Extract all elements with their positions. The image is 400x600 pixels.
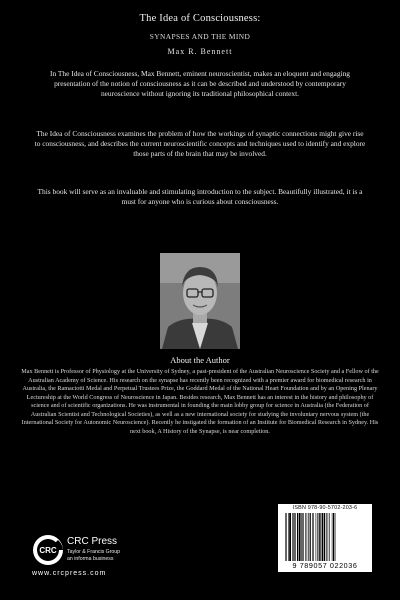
- about-author-heading: About the Author: [170, 355, 230, 365]
- logo-text: CRC: [39, 546, 57, 555]
- blurb-paragraph: This book will serve as an invaluable and stimulating introduction to the subject. Beautifully illustrated, it is a must for anyone who is curious about consciousness.: [37, 187, 363, 206]
- book-title: The Idea of Consciousness:: [139, 13, 261, 24]
- author-portrait-image: [160, 253, 240, 349]
- book-subtitle: SYNAPSES AND THE MIND: [149, 32, 251, 41]
- barcode-image: [284, 513, 366, 561]
- crc-press-logo-icon: [32, 534, 64, 566]
- publisher-name: CRC Press: [67, 536, 118, 547]
- blurb-paragraph: In The Idea of Consciousness, Max Bennett, eminent neuroscientist, makes an eloquent and engaging presentation of the notion of consciousness as it can be described and understood by contemporary neuroscience without ignoring its traditional philosophical context.: [50, 69, 350, 98]
- book-author: Max R. Bennett: [167, 47, 233, 56]
- author-bio: Max Bennett is Professor of Physiology at the University of Sydney, a past-president of the Australian Neuroscience Society and a Fellow of the Australian Academy of Science. His research on the synapse has recently been recognized with a premier award for biomedical research in Australia, the Ramaciotti Medal and Perpetual Trustees Prize, the Goddard Medal of the National Heart Foundation and by an Opening Plenary Lectureship at the World Congress of Neuroscience in Japan. Besides research, Max Bennett has an interest in the history and philosophy of science and of scientific organizations. He was instrumental in founding the main lobby group for science in Australia (the Federation of Australian Scientist and Technological Societies), as well as a new international society for studying the involuntary nervous system (the International Society for Autonomic Neuroscience). Recently he instigated the formation of an Institute for Biomedical Research in Sydney. His next book, A History of the Synapse, is near completion.: [21, 368, 379, 435]
- publisher-group: Taylor & Francis Group: [67, 549, 121, 555]
- blurb-paragraph: The Idea of Consciousness examines the problem of how the workings of synaptic connections might give rise to consciousness, and describes the current neuroscientific concepts and techniques used to identify and explore those parts of the brain that may be involved.: [34, 129, 366, 158]
- isbn-barcode-box: [278, 504, 372, 572]
- author-photo: [160, 253, 240, 349]
- isbn-label: ISBN 978-90-5702-203-6: [292, 505, 358, 511]
- publisher-url: www.crcpress.com: [32, 570, 107, 577]
- barcode-digits: 9 789057 022036: [292, 561, 358, 570]
- publisher-business: an informa business: [67, 556, 114, 562]
